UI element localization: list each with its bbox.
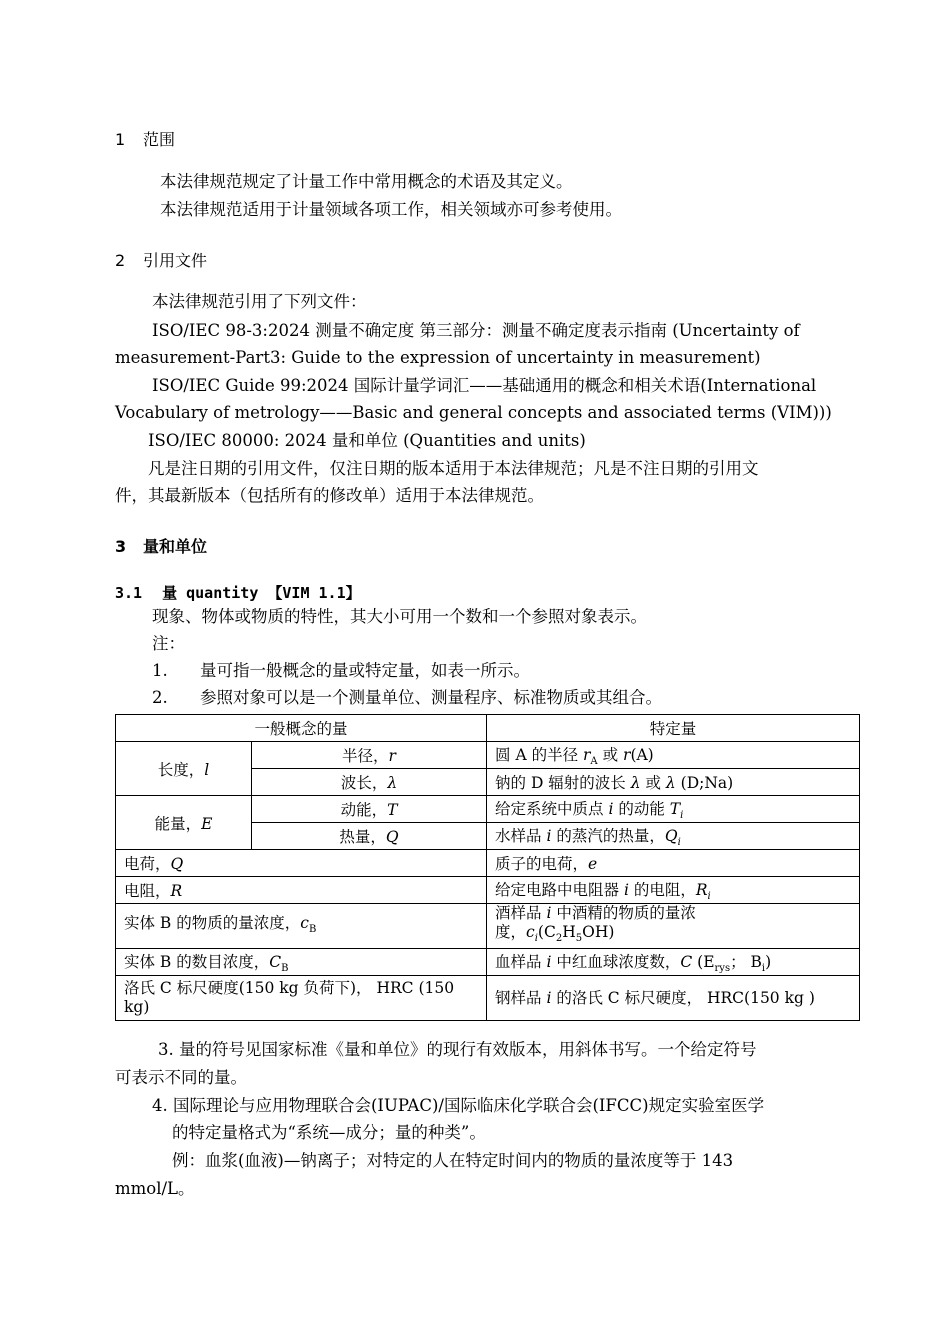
header-general-quantity: 一般概念的量	[116, 715, 487, 742]
cell-hardness: 洛氏 C 标尺硬度(150 kg 负荷下)， HRC (150 kg)	[116, 976, 487, 1021]
section-number: 3	[115, 537, 127, 556]
note-4-line-2: 的特定量格式为“系统—成分；量的种类”。	[172, 1123, 486, 1142]
subsection-title: 量 quantity 【VIM 1.1】	[162, 584, 361, 602]
reference-1-line-2: measurement-Part3: Guide to the expression of uncertainty in measurement)	[115, 348, 761, 367]
section-number: 2	[115, 251, 126, 270]
cell-resistance: 电阻，R	[116, 877, 487, 904]
cell-kinetic: 动能，T	[252, 796, 487, 823]
note-2	[152, 684, 662, 711]
table-row	[116, 742, 860, 769]
section-2-heading	[115, 248, 207, 271]
dated-note-line-2: 件，其最新版本（包括所有的修改单）适用于本法律规范。	[115, 486, 544, 505]
cell-hardness-specific: 钢样品 i 的洛氏 C 标尺硬度， HRC(150 kg )	[487, 976, 860, 1021]
table-row	[116, 976, 860, 1021]
section-1-heading	[115, 127, 175, 150]
note-number: 1.	[152, 661, 168, 680]
cell-charge: 电荷，Q	[116, 850, 487, 877]
section-title: 引用文件	[143, 251, 208, 270]
reference-3: ISO/IEC 80000: 2024 量和单位 (Quantities and units)	[148, 431, 586, 450]
s2-intro: 本法律规范引用了下列文件：	[152, 292, 367, 311]
section-title: 范围	[143, 130, 176, 149]
cell-heat: 热量，Q	[252, 823, 487, 850]
cell-radius: 半径，r	[252, 742, 487, 769]
reference-2-line-1: ISO/IEC Guide 99:2024 国际计量学词汇——基础通用的概念和相关术语(International	[152, 376, 817, 395]
cell-kinetic-specific: 给定系统中质点 i 的动能 $T_i$	[487, 796, 860, 823]
section-3-heading	[115, 534, 207, 557]
table-row	[116, 877, 860, 904]
example-line-1: 例：血浆(血液)—钠离子；对特定的人在特定时间内的物质的量浓度等于 143	[172, 1151, 734, 1170]
note-3-line-1: 3. 量的符号见国家标准《量和单位》的现行有效版本，用斜体书写。一个给定符号	[158, 1040, 757, 1059]
table-row	[116, 796, 860, 823]
s1-paragraph-1: 本法律规范规定了计量工作中常用概念的术语及其定义。	[160, 172, 573, 191]
table-header-row	[116, 715, 860, 742]
cell-charge-specific: 质子的电荷，e	[487, 850, 860, 877]
reference-2-line-2: Vocabulary of metrology——Basic and general concepts and associated terms (VIM)))	[115, 403, 832, 422]
quantity-table	[115, 714, 860, 1021]
cell-amount-concentration-specific: 酒样品 i 中酒精的物质的量浓 度，$c_i(C_2H_5OH)$	[487, 904, 860, 949]
note-text: 参照对象可以是一个测量单位、测量程序、标准物质或其组合。	[200, 688, 662, 707]
cell-length: 长度，l	[116, 742, 252, 796]
table-row	[116, 904, 860, 949]
note-text: 量可指一般概念的量或特定量，如表一所示。	[200, 661, 530, 680]
cell-resistance-specific: 给定电路中电阻器 i 的电阻，$R_i$	[487, 877, 860, 904]
cell-energy: 能量，E	[116, 796, 252, 850]
subsection-number: 3.1	[115, 584, 143, 602]
section-number: 1	[115, 130, 126, 149]
s1-paragraph-2: 本法律规范适用于计量领域各项工作，相关领域亦可参考使用。	[160, 200, 622, 219]
subsection-3-1-heading	[115, 582, 361, 603]
cell-amount-concentration: 实体 B 的物质的量浓度，$c_B$	[116, 904, 487, 949]
note-number: 2.	[152, 688, 168, 707]
dated-note-line-1: 凡是注日期的引用文件，仅注日期的版本适用于本法律规范；凡是不注日期的引用文	[148, 459, 759, 478]
note-3-line-2: 可表示不同的量。	[115, 1068, 247, 1087]
cell-wavelength-specific: 钠的 D 辐射的波长 λ 或 λ (D;Na)	[487, 769, 860, 796]
table-row	[116, 949, 860, 976]
definition-text: 现象、物体或物质的特性，其大小可用一个数和一个参照对象表示。	[152, 607, 647, 626]
table-row	[116, 850, 860, 877]
section-title: 量和单位	[143, 537, 208, 556]
note-4-line-1: 4. 国际理论与应用物理联合会(IUPAC)/国际临床化学联合会(IFCC)规定实验室医学	[152, 1096, 765, 1115]
cell-number-concentration-specific: 血样品 i 中红血球浓度数，C ($E_{rys}$； $B_i$)	[487, 949, 860, 976]
cell-radius-specific: 圆 A 的半径 $r_A$ 或 r(A)	[487, 742, 860, 769]
example-line-2: mmol/L。	[115, 1179, 195, 1198]
cell-heat-specific: 水样品 i 的蒸汽的热量，$Q_i$	[487, 823, 860, 850]
cell-number-concentration: 实体 B 的数目浓度，$C_B$	[116, 949, 487, 976]
cell-wavelength: 波长，λ	[252, 769, 487, 796]
reference-1-line-1: ISO/IEC 98-3:2024 测量不确定度 第三部分：测量不确定度表示指南 (Uncertainty of	[152, 321, 800, 340]
note-label: 注：	[152, 634, 185, 653]
note-1	[152, 657, 530, 684]
header-specific-quantity: 特定量	[487, 715, 860, 742]
